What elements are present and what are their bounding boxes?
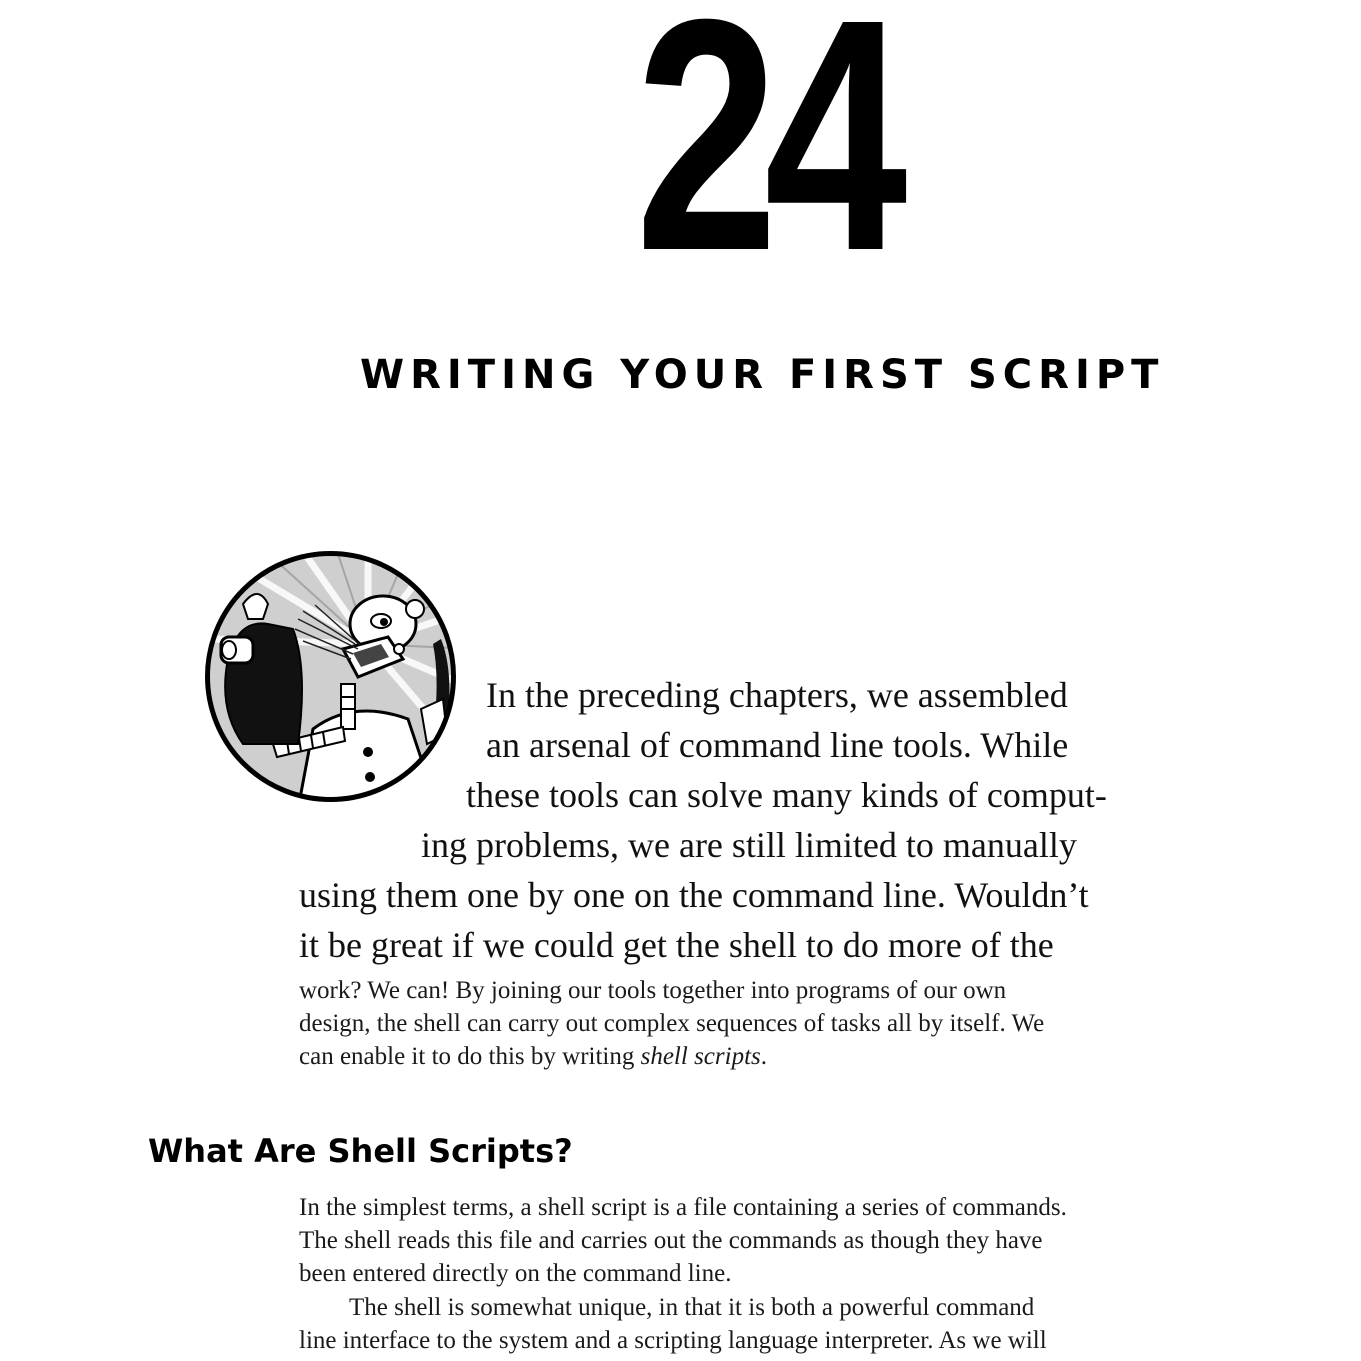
section-line-4: The shell is somewhat unique, in that it is both a powerful command: [349, 1294, 1035, 1321]
chapter-number: 24: [635, 0, 894, 319]
chapter-title: WRITING YOUR FIRST SCRIPT: [360, 352, 1165, 398]
intro-continuation-text: can enable it to do this by writing: [299, 1043, 641, 1070]
intro-end-punct: .: [760, 1043, 768, 1070]
section-line-2: The shell reads this file and carries out the commands as though they have: [299, 1227, 1043, 1254]
robot-illustration: [203, 549, 458, 804]
intro-line-5: using them one by one on the command line. Wouldn’t: [299, 875, 1089, 915]
intro-line-2: an arsenal of command line tools. While: [486, 725, 1069, 765]
section-line-5: line interface to the system and a scripting language interpreter. As we will: [299, 1327, 1047, 1354]
emphasis-shell-scripts: shell scripts: [640, 1043, 761, 1070]
intro-line-1: In the preceding chapters, we assembled: [486, 675, 1068, 715]
section-line-1: In the simplest terms, a shell script is a file containing a series of commands.: [299, 1194, 1067, 1221]
intro-line-4: ing problems, we are still limited to manually: [421, 825, 1077, 865]
intro-continuation-2: design, the shell can carry out complex sequences of tasks all by itself. We: [299, 1010, 1045, 1037]
section-line-3: been entered directly on the command line.: [299, 1260, 732, 1287]
intro-line-6: it be great if we could get the shell to do more of the: [299, 925, 1054, 965]
intro-line-3: these tools can solve many kinds of comput-: [466, 775, 1107, 815]
section-heading: What Are Shell Scripts?: [148, 1132, 573, 1170]
intro-continuation-1: work? We can! By joining our tools together into programs of our own: [299, 977, 1007, 1004]
intro-continuation-3: [299, 1040, 767, 1073]
robot-icon: [203, 549, 458, 804]
